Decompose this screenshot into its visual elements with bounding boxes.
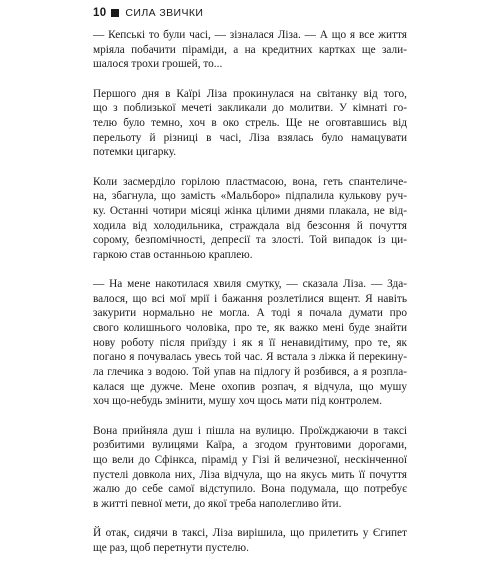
text-line: хоч що-небудь змінити, мушу хоч щось мати під контролем. [93,395,383,408]
page-number: 10 [93,7,107,19]
text-line: мріяла побачити піраміди, а на кредитних картках ще зали- [93,43,407,56]
book-title: СИЛА ЗВИЧКИ [125,7,204,19]
paragraph [93,28,407,72]
text-line: нову роботу після приїзду і як я її ненавидітиму, про те, як [93,336,407,349]
text-line: закурити нормально не могла. А тоді я почала думати про [93,307,407,320]
text-line: Коли засмерділо горілою пластмасою, вона, геть спантеличе- [93,175,407,188]
text-line: що з поблизької мечеті закликали до молитви. У кімнаті го- [93,102,407,115]
text-line: пустелі довкола них, Ліза відчула, що на якусь мить її почуття [93,468,407,481]
running-header [93,6,203,20]
paragraph [93,526,407,555]
text-line: в житті певної мети, до якої треба наполегливо йти. [93,497,342,510]
text-line: ще раз, щоб перетнути пустелю. [93,541,249,554]
text-line: — Кепські то були часі, — зізналася Ліза. — А що я все життя [93,29,407,41]
text-line: Вона прийняла душ і пішла на вулицю. Проїжджаючи в таксі [93,424,407,437]
text-line: сорому, безпомічності, депресії та злості. Той випадок із ци- [93,234,407,247]
text-line: потемки цигарку. [93,146,177,159]
paragraph [93,424,407,512]
square-bullet-icon [111,9,119,17]
paragraph [93,277,407,409]
text-line: ку. Останні чотири місяці жінка цілими днями плакала, не від- [93,204,407,217]
paragraph [93,175,407,263]
text-line: жалю до себе самої відступило. Вона подумала, що потребує [93,483,407,496]
text-line: погано я почувалась увесь той час. Я встала з ліжка й перекину- [93,351,407,364]
text-line: валося, що всі мої мрії і бажання розлетілися вщент. Я навіть [93,292,407,305]
text-line: свого колишнього чоловіка, про те, як важко мені буде знайти [93,322,407,335]
text-line: що вели до Сфінкса, пірамід у Гізі й величезної, нескінченної [93,453,407,466]
body-text [93,28,407,570]
text-line: Й отак, сидячи в таксі, Ліза вирішила, що прилетить у Єгипет [93,527,407,540]
text-line: перельоту й різниці в часі, Ліза взялась було намацувати [93,131,407,144]
paragraph [93,87,407,160]
text-line: ла глечика з водою. Той упав на підлогу й розбився, а я розпла- [93,366,407,379]
text-line: телю було темно, хоч в око стрель. Ще не оговтавшись від [93,116,407,129]
text-line: на, збагнула, що замість «Мальборо» підпалила кулькову руч- [93,190,407,203]
text-line: — На мене накотилася хвиля смутку, — сказала Ліза. — Зда- [93,278,407,291]
text-line: гаркою став останньою краплею. [93,248,253,261]
text-line: ходила від холодильника, страждала від безсоння й почуття [93,219,407,232]
text-line: Першого дня в Каїрі Ліза прокинулася на світанку від того, [93,87,407,100]
text-line: шалося трохи грошей, то... [93,58,223,71]
text-line: розбитими вулицями Каїра, а згодом ґрунтовими дорогами, [93,439,407,452]
text-line: калася ще дужче. Мене охопив розпач, я відчула, що мушу [93,380,407,393]
